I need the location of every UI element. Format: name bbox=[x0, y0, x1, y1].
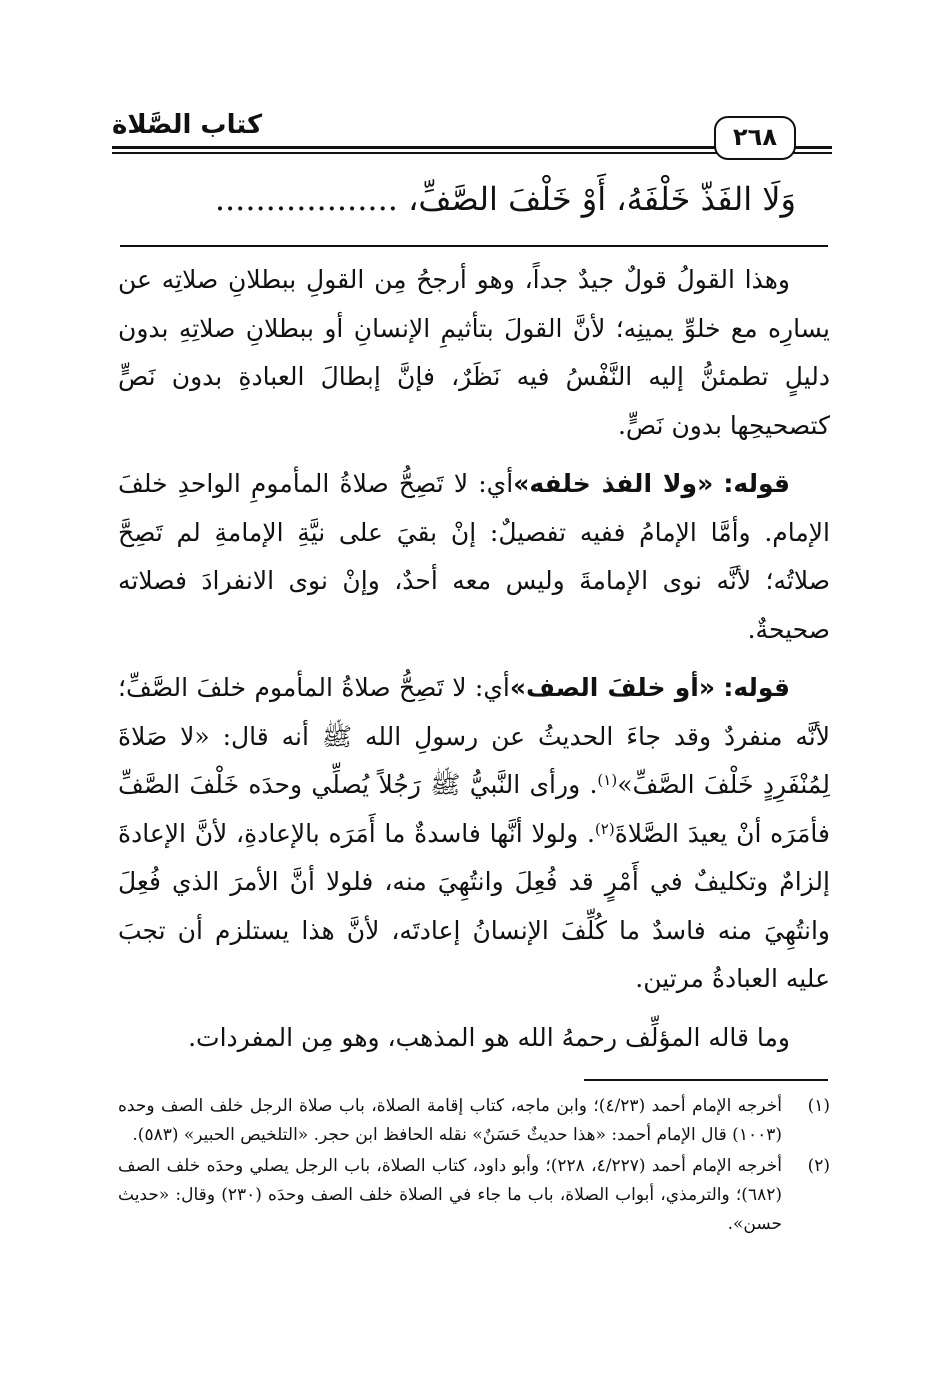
lemma-label: قوله: bbox=[723, 469, 791, 498]
footnote-text: أخرجه الإمام أحمد (٤/٢٢٧، ٢٢٨)؛ وأبو داود، كتاب الصلاة، باب الرجل يصلي وحدَه خلف الصف (٦٨٢)؛ والترمذي، أبواب الصلاة، باب ما جاء في الصلاة خلف الصف وحدَه (٢٣٠) وقال: «حديث حسن». bbox=[118, 1156, 783, 1234]
lemma-quote: «ولا الفذ خلفه» bbox=[513, 469, 714, 498]
footnote-ref-2[interactable]: (٢) bbox=[594, 819, 615, 838]
footnotes bbox=[118, 1092, 830, 1241]
commentary-body bbox=[118, 256, 830, 1072]
footnote-divider bbox=[584, 1079, 828, 1081]
page-header bbox=[112, 110, 832, 162]
footnote-1 bbox=[118, 1092, 830, 1150]
paragraph-2 bbox=[118, 460, 830, 654]
page-number: ٢٦٨ bbox=[714, 116, 796, 160]
footnote-number: (١) bbox=[807, 1096, 830, 1116]
footnote-text: أخرجه الإمام أحمد (٤/٢٣)؛ وابن ماجه، كتاب إقامة الصلاة، باب صلاة الرجل خلف الصف وحده (١٠٠٣) قال الإمام أحمد: «هذا حديثٌ حَسَنٌ» نقله الحافظ ابن حجر. «التلخيص الحبير» (٥٨٣). bbox=[118, 1096, 782, 1145]
book-title: كتاب الصَّلاة bbox=[112, 110, 263, 140]
lemma-quote: «أو خلفَ الصف» bbox=[509, 673, 715, 702]
paragraph-3-text-b: . ورأى النَّبيُّ ﷺ رَجُلاً يُصلِّي وحدَه خَلْفَ الصَّفِّ فأمَرَه أنْ يعيدَ الصَّلاةَ bbox=[118, 770, 830, 848]
lemma-label: قوله: bbox=[723, 673, 790, 702]
paragraph-3 bbox=[118, 664, 830, 1004]
matn-divider bbox=[120, 245, 828, 247]
paragraph-2-text: أي: لا تَصِحُّ صلاةُ المأمومِ الواحدِ خلفَ الإمام. وأمَّا الإمامُ ففيه تفصيلٌ: إنْ بقيَ على نيَّةِ الإمامةِ لم تَصِحَّ صلاتُه؛ لأنَّه نوى الإمامةَ وليس معه أحدٌ، وإنْ نوى الانفرادَ فصلاته صحيحةٌ. bbox=[118, 469, 830, 644]
footnote-ref-1[interactable]: (١) bbox=[597, 771, 618, 789]
paragraph-3-text-a: أي: لا تَصِحُّ صلاةُ المأموم خلفَ الصَّفِّ؛ لأنَّه منفردٌ وقد جاءَ الحديثُ عن رسولِ الله ﷺ أنه قال: «لا صَلاةَ لِمُنْفَرِدٍ خَلْفَ الصَّفِّ» bbox=[118, 673, 831, 799]
paragraph-1: وهذا القولُ قولٌ جيدٌ جداً، وهو أرجحُ مِن القولِ ببطلانِ صلاتِه عن يسارِه مع خلوِّ يمينِه؛ لأنَّ القولَ بتأثيمِ الإنسانِ أو ببطلانِ صلاتِهِ بدون دليلٍ تطمئنُّ إليه النَّفْسُ فيه نَظَرٌ، فإنَّ إبطالَ العبادةِ بدون نَصٍّ كتصحيحِها بدون نَصٍّ. bbox=[118, 265, 830, 440]
paragraph-4: وما قاله المؤلِّف رحمهُ الله هو المذهب، وهو مِن المفردات. bbox=[188, 1022, 790, 1052]
matn-line: وَلَا الفَذّ خَلْفَهُ، أَوْ خَلْفَ الصَّفِّ، .................. bbox=[214, 180, 796, 218]
paragraph-3-text-c: . ولولا أنَّها فاسدةٌ ما أَمَرَه بالإعادةِ، لأنَّ الإعادةَ إلزامٌ وتكليفٌ في أَمْرٍ قد فُعِلَ وانتُهِيَ منه، فلولا أنَّ الأمرَ الذي فُعِلَ وانتُهِيَ منه فاسدٌ ما كُلِّفَ الإنسانُ إعادتَه، لأنَّ هذا يستلزم أن تجبَ عليه العبادةُ مرتين. bbox=[118, 818, 830, 993]
footnote-number: (٢) bbox=[807, 1156, 830, 1176]
footnote-2 bbox=[118, 1152, 830, 1239]
